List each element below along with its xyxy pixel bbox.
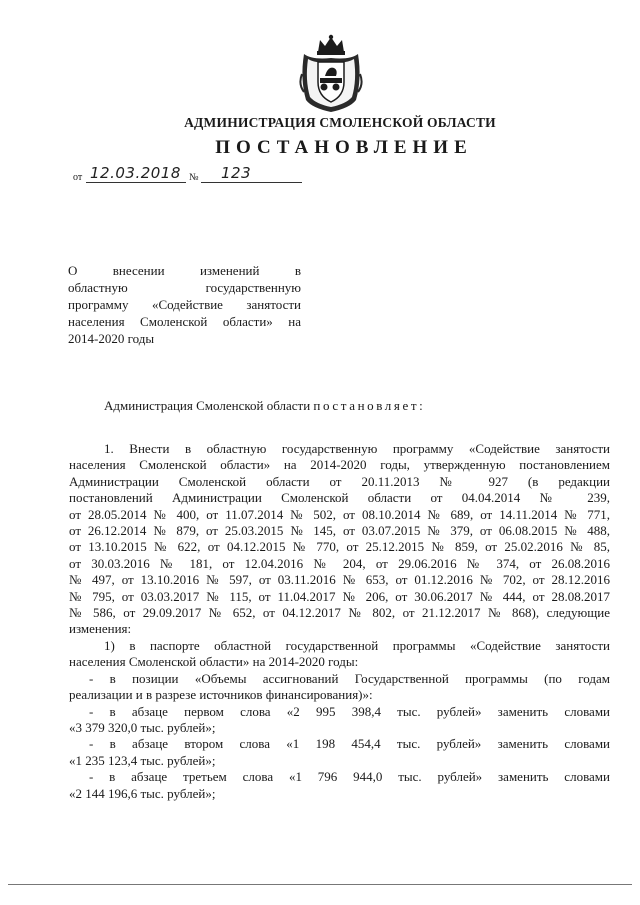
body-line: № 795, от 03.03.2017 № 115, от 11.04.2017 № 206, от 30.06.2017 № 444, от 28.08.2017 bbox=[69, 588, 610, 604]
date-label: от bbox=[73, 172, 83, 183]
body-line: Администрации Смоленской области от 20.11.2013 № 927 (в редакции bbox=[69, 473, 610, 489]
body-line: «2 144 196,6 тыс. рублей»; bbox=[69, 785, 216, 801]
subject-line: 2014-2020 годы bbox=[68, 331, 155, 346]
body-line: от 30.03.2016 № 181, от 12.04.2016 № 204, от 29.06.2016 № 374, от 26.08.2016 bbox=[69, 555, 610, 571]
subject-line: О внесении изменений в bbox=[68, 263, 301, 278]
coat-of-arms-icon bbox=[298, 34, 364, 114]
body-line: - в абзаце первом слова «2 995 398,4 тыс. рублей» заменить словами bbox=[89, 703, 610, 719]
body-line: - в абзаце втором слова «1 198 454,4 тыс. рублей» заменить словами bbox=[89, 736, 610, 752]
body-line: - в позиции «Объемы ассигнований Государственной программы (по годам bbox=[89, 670, 610, 686]
subject-line: областную государственную bbox=[68, 280, 301, 295]
document-subject bbox=[68, 262, 301, 347]
subject-line: программу «Содействие занятости bbox=[68, 297, 301, 312]
decree-statement bbox=[104, 398, 425, 414]
body-line: от 28.05.2014 № 400, от 11.07.2014 № 502, от 08.10.2014 № 689, от 14.11.2014 № 771, bbox=[69, 506, 610, 522]
body-line: - в абзаце третьем слова «1 796 944,0 тыс. рублей» заменить словами bbox=[89, 769, 610, 785]
body-line: № 497, от 13.10.2016 № 597, от 03.11.2016 № 653, от 01.12.2016 № 702, от 28.12.2016 bbox=[69, 572, 610, 588]
body-line: изменения: bbox=[69, 621, 132, 637]
body-line: «3 379 320,0 тыс. рублей»; bbox=[69, 719, 216, 735]
document-body bbox=[69, 441, 610, 802]
decree-text: Администрация Смоленской области bbox=[104, 398, 311, 413]
number-label: № bbox=[189, 172, 199, 183]
body-line: 1. Внести в областную государственную программу «Содействие занятости bbox=[104, 441, 610, 456]
number-value-handwritten: 123 bbox=[221, 164, 252, 182]
date-underline bbox=[86, 182, 186, 183]
page-bottom-rule bbox=[8, 884, 632, 885]
subject-line: населения Смоленской области» на bbox=[68, 314, 301, 329]
body-line: реализации и в разрезе источников финансирования)»: bbox=[69, 687, 373, 703]
body-line: постановлений Администрации Смоленской области от 04.04.2014 № 239, bbox=[69, 490, 610, 506]
date-value-handwritten: 12.03.2018 bbox=[90, 164, 181, 182]
document-type-title: ПОСТАНОВЛЕНИЕ bbox=[215, 137, 473, 158]
body-line: населения Смоленской области» на 2014-2020 годы: bbox=[69, 654, 359, 670]
body-line: 1) в паспорте областной государственной программы «Содействие занятости bbox=[104, 637, 610, 653]
body-line: «1 235 123,4 тыс. рублей»; bbox=[69, 752, 216, 768]
body-line: от 26.12.2014 № 879, от 25.03.2015 № 145, от 03.07.2015 № 379, от 06.08.2015 № 488, bbox=[69, 523, 610, 539]
body-line: от 13.10.2015 № 622, от 04.12.2015 № 770, от 25.12.2015 № 859, от 25.02.2016 № 85, bbox=[69, 539, 610, 555]
body-line: населения Смоленской области» на 2014-2020 годы, утвержденную постановлением bbox=[69, 457, 610, 473]
organization-title: АДМИНИСТРАЦИЯ СМОЛЕНСКОЙ ОБЛАСТИ bbox=[184, 115, 496, 130]
decree-keyword: постановляет: bbox=[313, 398, 426, 413]
number-underline bbox=[201, 182, 302, 183]
body-line: № 586, от 29.09.2017 № 652, от 04.12.2017 № 802, от 21.12.2017 № 868), следующие bbox=[69, 605, 610, 621]
